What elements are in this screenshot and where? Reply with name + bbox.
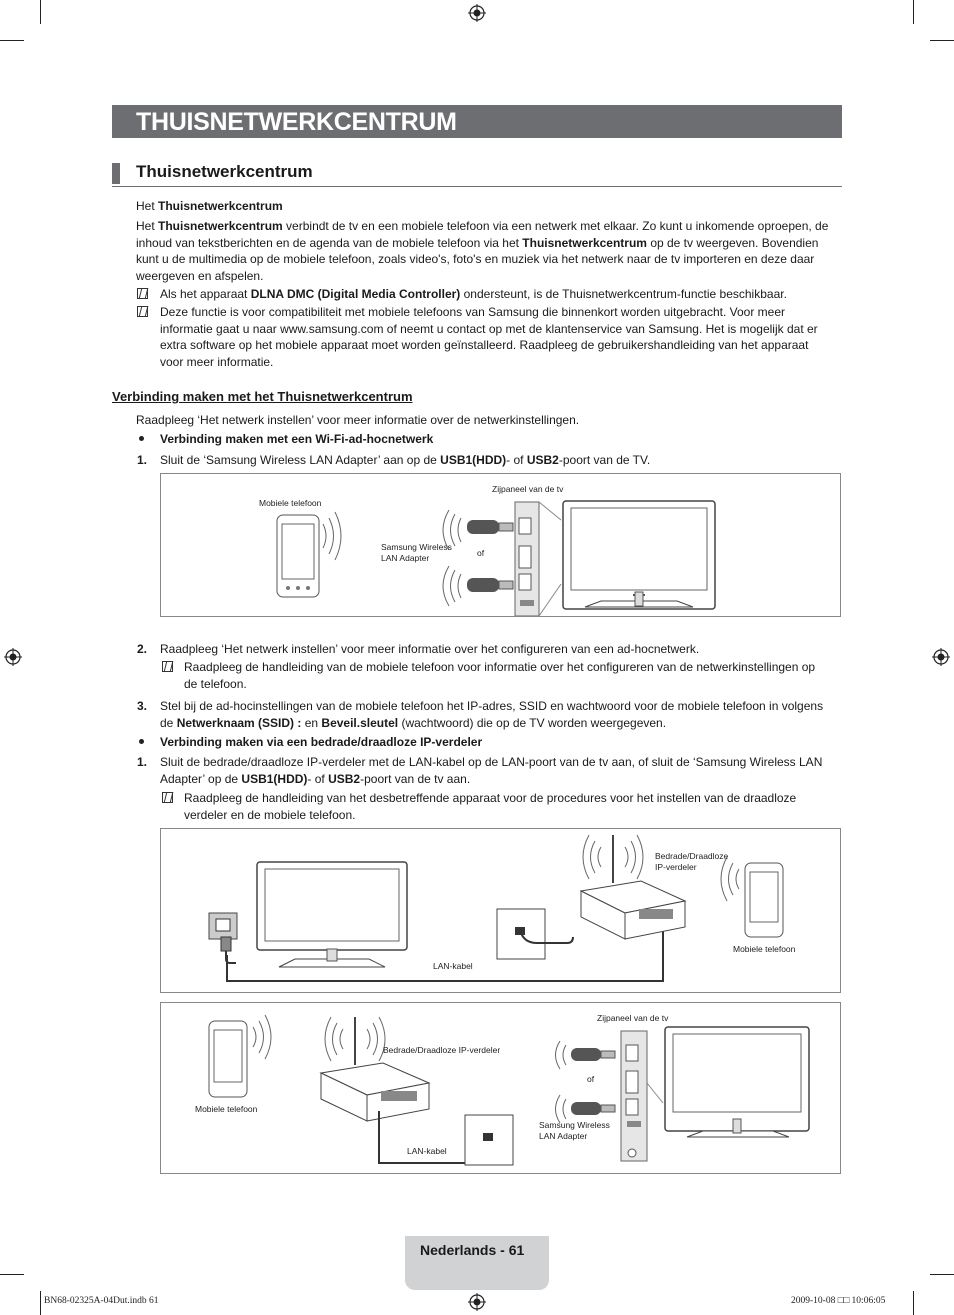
diagram-router-lan — [160, 828, 841, 993]
crop-mark — [930, 40, 954, 41]
step-number: 1. — [137, 755, 148, 769]
page-title: THUISNETWERKCENTRUM — [136, 108, 457, 136]
step-number: 2. — [137, 642, 148, 656]
note-icon — [137, 306, 148, 317]
crop-mark — [40, 0, 41, 24]
label-or: of — [587, 1074, 595, 1084]
step-3-text: Stel bij de ad-hocinstellingen van de mobiele telefoon het IP-adres, SSID en wachtwoord voor de mobiele telefoon in volgens de Netwerknaam (SSID) : en Beveil.sleutel (wachtwoord) die op de TV worden weergegeven. — [160, 699, 824, 730]
label-lan-cable: LAN-kabel — [407, 1146, 447, 1156]
page-footer — [405, 1236, 549, 1290]
label-router: Bedrade/Draadloze IP-verdeler — [383, 1045, 501, 1055]
label-side-panel: Zijpaneel van de tv — [597, 1013, 669, 1023]
bullet-adhoc: Verbinding maken met een Wi-Fi-ad-hocnetwerk — [160, 432, 434, 446]
registration-mark-icon — [468, 4, 486, 22]
subheading: Verbinding maken met het Thuisnetwerkcentrum — [112, 389, 413, 404]
section-title: Thuisnetwerkcentrum — [136, 162, 313, 181]
crop-mark — [0, 40, 24, 41]
note-phone-config: Raadpleeg de handleiding van de mobiele telefoon voor informatie over het configureren van de netwerkinstellingen op de telefoon. — [184, 660, 816, 691]
note-router-config: Raadpleeg de handleiding van het desbetreffende apparaat voor de procedures voor het instellen van de draadloze verdeler en de mobiele telefoon. — [184, 791, 797, 822]
registration-mark-icon — [468, 1293, 486, 1311]
intro-label: Het Thuisnetwerkcentrum — [136, 199, 283, 213]
registration-mark-icon — [4, 648, 22, 666]
diagram-router-wireless-illustration — [161, 1003, 840, 1173]
note-icon — [162, 661, 173, 672]
note-icon — [137, 288, 148, 299]
section-marker — [112, 163, 120, 184]
registration-mark-icon — [932, 648, 950, 666]
crop-mark — [0, 1274, 24, 1275]
diagram-router-lan-illustration — [161, 829, 840, 992]
label-phone: Mobiele telefoon — [195, 1104, 258, 1114]
step-2-text: Raadpleeg ‘Het netwerk instellen’ voor meer informatie over het configureren van een ad-hocnetwerk. — [160, 642, 700, 656]
diagram-router-wireless — [160, 1002, 841, 1174]
crop-mark — [930, 1274, 954, 1275]
step-1-text: Sluit de ‘Samsung Wireless LAN Adapter’ aan op de USB1(HDD)- of USB2-poort van de TV. — [160, 453, 651, 467]
page-number: Nederlands - 61 — [420, 1242, 525, 1258]
note-dlna: Als het apparaat DLNA DMC (Digital Media Controller) ondersteunt, is de Thuisnetwerkcentrum-functie beschikbaar. — [160, 287, 787, 301]
bullet-dot — [139, 436, 144, 441]
label-phone: Mobiele telefoon — [733, 944, 796, 954]
note-icon — [162, 792, 173, 803]
bullet-router: Verbinding maken via een bedrade/draadloze IP-verdeler — [160, 735, 483, 749]
label-side-panel: Zijpaneel van de tv — [492, 484, 564, 494]
intro-paragraph: Het Thuisnetwerkcentrum verbindt de tv en een mobiele telefoon via een netwerk met elkaar. Zo kunt u inkomende oproepen, de inhoud van tekstberichten en de agenda van de mobiele telefoon via het Thuisnetwerkcentrum op de tv weergeven. Bovendien kunt u de multimedia op de mobiele telefoon, zoals video's, foto's en muziek via het netwerk naar de tv importeren en deze daar weergeven en afspelen. — [136, 219, 829, 283]
step-number: 1. — [137, 453, 148, 467]
label-phone: Mobiele telefoon — [259, 498, 322, 508]
label-adapter: Samsung Wireless LAN Adapter — [381, 542, 452, 563]
crop-mark — [913, 1291, 914, 1315]
step-router-text: Sluit de bedrade/draadloze IP-verdeler met de LAN-kabel op de LAN-poort van de tv aan, of sluit de ‘Samsung Wireless LAN Adapter’ op de USB1(HDD)- of USB2-poort van de tv aan. — [160, 755, 823, 786]
print-info-left: BN68-02325A-04Dut.indb 61 — [44, 1296, 159, 1306]
sub-intro: Raadpleeg ‘Het netwerk instellen’ voor meer informatie over de netwerkinstellingen. — [136, 413, 580, 427]
section-heading — [112, 162, 842, 187]
page-title-bar — [112, 105, 842, 138]
crop-mark — [40, 1291, 41, 1315]
label-router: Bedrade/Draadloze IP-verdeler — [655, 851, 729, 872]
step-number: 3. — [137, 699, 148, 713]
label-adapter: Samsung Wireless LAN Adapter — [539, 1120, 610, 1141]
label-or: of — [477, 548, 485, 558]
label-lan-cable: LAN-kabel — [433, 961, 473, 971]
diagram-adhoc-illustration — [161, 474, 840, 616]
print-info-right: 2009-10-08 □□ 10:06:05 — [791, 1296, 886, 1306]
note-compatibility: Deze functie is voor compatibiliteit met mobiele telefoons van Samsung die binnenkort worden uitgebracht. Voor meer informatie gaat u naar www.samsung.com of neemt u contact op met de klantenservice van Samsung. Het is mogelijk dat er extra software op het mobiele apparaat moet worden geïnstalleerd. Raadpleeg de gebruikershandleiding van het apparaat voor meer informatie. — [160, 305, 818, 369]
crop-mark — [913, 0, 914, 24]
bullet-dot — [139, 739, 144, 744]
diagram-adhoc — [160, 473, 841, 617]
